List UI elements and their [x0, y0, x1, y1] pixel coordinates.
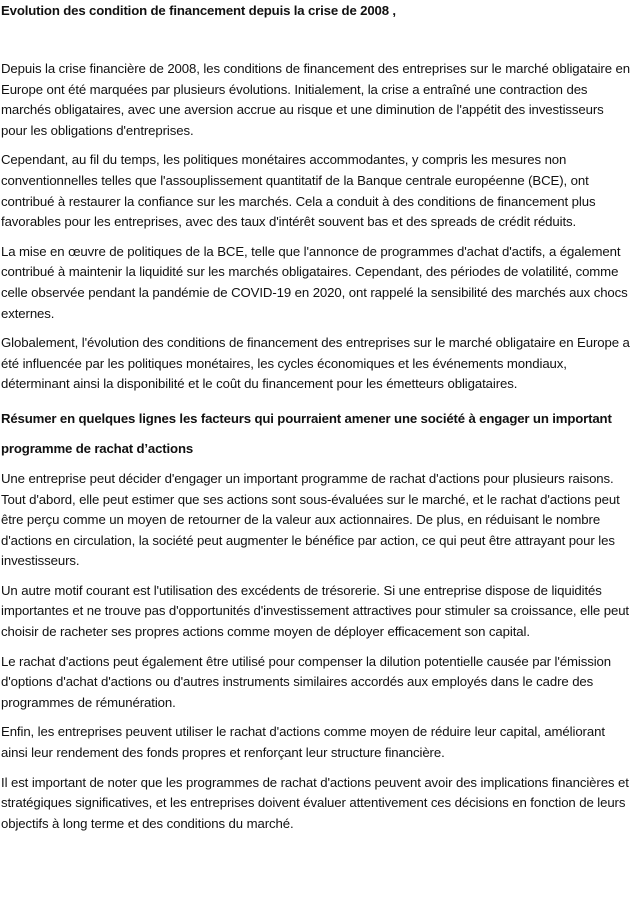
section-question-heading: Résumer en quelques lignes les facteurs qui pourraient amener une société à engager un important programme de rachat d’actions	[1, 410, 612, 456]
paragraph-monetary-policy: Cependant, au fil du temps, les politiques monétaires accommodantes, y compris les mesures non conventionnelles telles que l'assouplissement quantitatif de la Banque centrale européenne (BCE), ont contribué à restaurer la confiance sur les marchés. Cela a conduit à des conditions de financement plus favorables pour les entreprises, avec des taux d'intérêt souvent bas et des spreads de crédit réduits.	[1, 152, 596, 230]
paragraph-capital-reduction: Enfin, les entreprises peuvent utiliser le rachat d'actions comme moyen de réduire leur capital, améliorant ainsi leur rendement des fonds propres et renforçant leur structure financière.	[1, 724, 605, 761]
paragraph-buyback-reasons: Une entreprise peut décider d'engager un important programme de rachat d'actions pour plusieurs raisons. Tout d'abord, elle peut estimer que ses actions sont sous-évaluées sur le marché, et le rachat d'actions peut être perçu comme un moyen de retourner de la valeur aux actionnaires. De plus, en réduisant le nombre d'actions en circulation, la société peut augmenter le bénéfice par action, ce qui peut être attrayant pour les investisseurs.	[1, 470, 620, 569]
paragraph-dilution-offset: Le rachat d'actions peut également être utilisé pour compenser la dilution potentielle causée par l'émission d'options d'achat d'actions ou d'autres instruments similaires accordés aux employés dans le cadre des programmes de rémunération.	[1, 653, 612, 710]
paragraph-overall-summary: Globalement, l'évolution des conditions de financement des entreprises sur le marché obligataire en Europe a été influencée par les politiques monétaires, les cycles économiques et les événements mondiaux, déterminant ainsi la disponibilité et le coût du financement pour les émetteurs obligataires.	[1, 335, 630, 392]
paragraph-crisis-evolution: Depuis la crise financière de 2008, les conditions de financement des entreprises sur le marché obligataire en Europe ont été marquées par plusieurs évolutions. Initialement, la crise a entraîné une contraction des marchés obligataires, avec une aversion accrue au risque et une diminution de l'appétit des investisseurs pour les obligations d'entreprises.	[1, 61, 630, 138]
paragraph-conclusion: Il est important de noter que les programmes de rachat d'actions peuvent avoir des implications financières et stratégiques significatives, et les entreprises doivent évaluer attentivement ces décisions en fonction de leurs objectifs à long terme et des conditions du marché.	[1, 774, 629, 831]
document-title: Evolution des condition de financement depuis la crise de 2008 ,	[1, 3, 396, 18]
paragraph-bce-programs: La mise en œuvre de politiques de la BCE, telle que l'annonce de programmes d'achat d'actifs, a également contribué à maintenir la liquidité sur les marchés obligataires. Cependant, des périodes de volatilité, comme celle observée pendant la pandémie de COVID-19 en 2020, ont rappelé la sensibilité des marchés aux chocs externes.	[1, 243, 628, 321]
paragraph-excess-cash: Un autre motif courant est l'utilisation des excédents de trésorerie. Si une entreprise dispose de liquidités importantes et ne trouve pas d'opportunités d'investissement attractives pour stimuler sa croissance, elle peut choisir de racheter ses propres actions comme moyen de déployer efficacement son capital.	[1, 582, 629, 640]
